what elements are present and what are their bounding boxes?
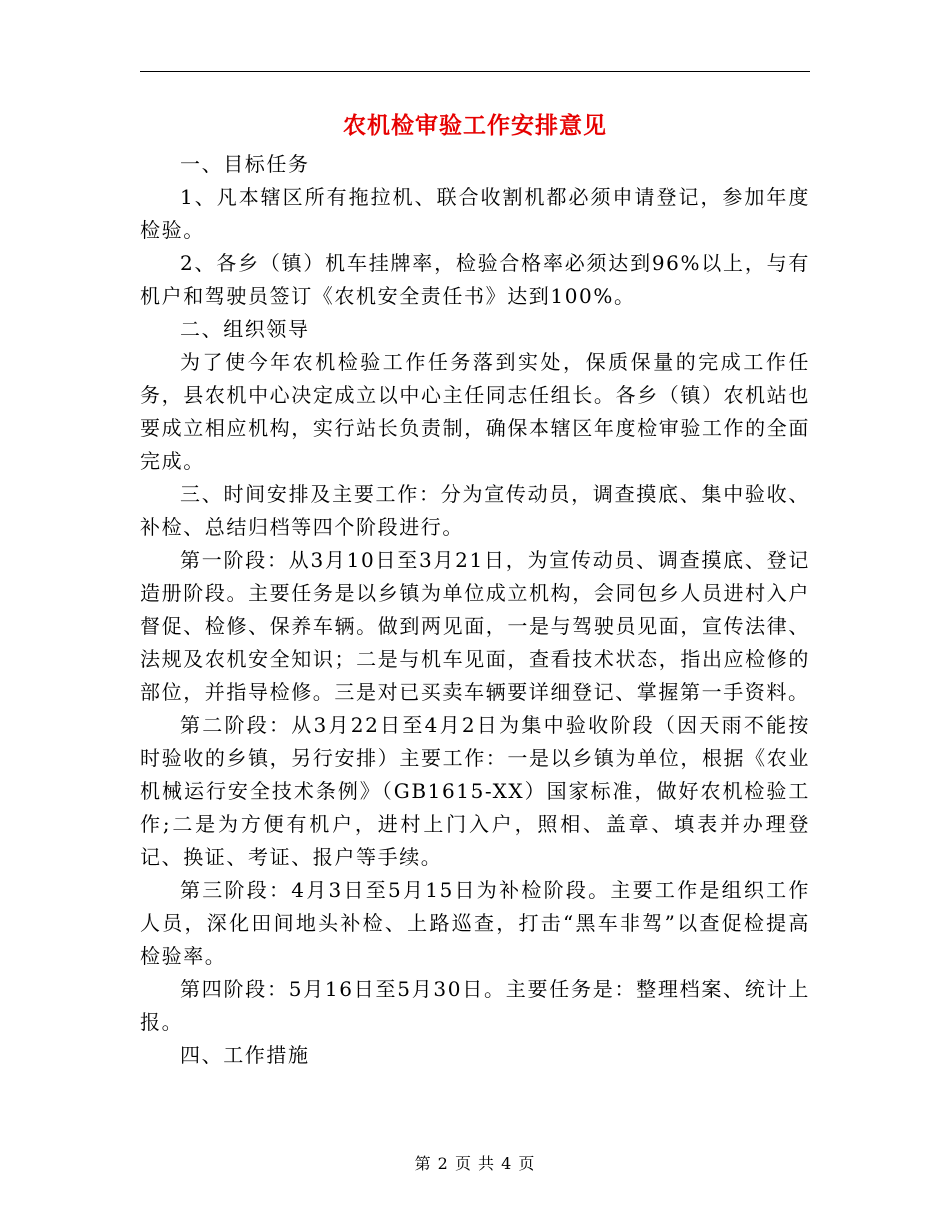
paragraph-goal-2: 2、各乡（镇）机车挂牌率，检验合格率必须达到96%以上，与有机户和驾驶员签订《农机安全责任书》达到100%。 <box>140 251 810 308</box>
page-footer <box>0 1152 950 1176</box>
paragraph-stage-2: 第二阶段：从3月22日至4月2日为集中验收阶段（因天雨不能按时验收的乡镇，另行安排）主要工作：一是以乡镇为单位，根据《农业机械运行安全技术条例》（GB1615-XX）国家标准，做好农机检验工作;二是为方便有机户，进村上门入户，照相、盖章、填表并办理登记、换证、考证、报户等手续。 <box>140 713 810 869</box>
document-body <box>140 148 810 1072</box>
footer-page-number: 2 <box>437 1154 449 1173</box>
header-rule <box>140 71 810 72</box>
section-heading-schedule: 三、时间安排及主要工作：分为宣传动员，调查摸底、集中验收、补检、总结归档等四个阶段进行。 <box>140 482 810 539</box>
paragraph-organization: 为了使今年农机检验工作任务落到实处，保质保量的完成工作任务，县农机中心决定成立以中心主任同志任组长。各乡（镇）农机站也要成立相应机构，实行站长负责制，确保本辖区年度检审验工作的全面完成。 <box>140 350 810 473</box>
section-heading-goals: 一、目标任务 <box>180 152 310 176</box>
footer-suffix: 页 <box>518 1154 536 1173</box>
footer-prefix: 第 <box>414 1154 432 1173</box>
paragraph-stage-3: 第三阶段：4月3日至5月15日为补检阶段。主要工作是组织工作人员，深化田间地头补检、上路巡查，打击“黑车非驾”以查促检提高检验率。 <box>140 878 810 968</box>
paragraph-stage-4: 第四阶段：5月16日至5月30日。主要任务是：整理档案、统计上报。 <box>140 977 810 1034</box>
section-heading-organization: 二、组织领导 <box>180 317 310 341</box>
paragraph-goal-1: 1、凡本辖区所有拖拉机、联合收割机都必须申请登记，参加年度检验。 <box>140 185 810 242</box>
paragraph-stage-1: 第一阶段：从3月10日至3月21日，为宣传动员、调查摸底、登记造册阶段。主要任务是以乡镇为单位成立机构，会同包乡人员进村入户督促、检修、保养车辆。做到两见面，一是与驾驶员见面，宣传法律、法规及农机安全知识；二是与机车见面，查看技术状态，指出应检修的部位，并指导检修。三是对已买卖车辆要详细登记、掌握第一手资料。 <box>140 548 810 704</box>
document-title: 农机检审验工作安排意见 <box>343 112 607 139</box>
section-heading-measures: 四、工作措施 <box>180 1043 310 1067</box>
footer-total-pages: 4 <box>501 1154 513 1173</box>
footer-middle: 页 共 <box>454 1154 496 1173</box>
